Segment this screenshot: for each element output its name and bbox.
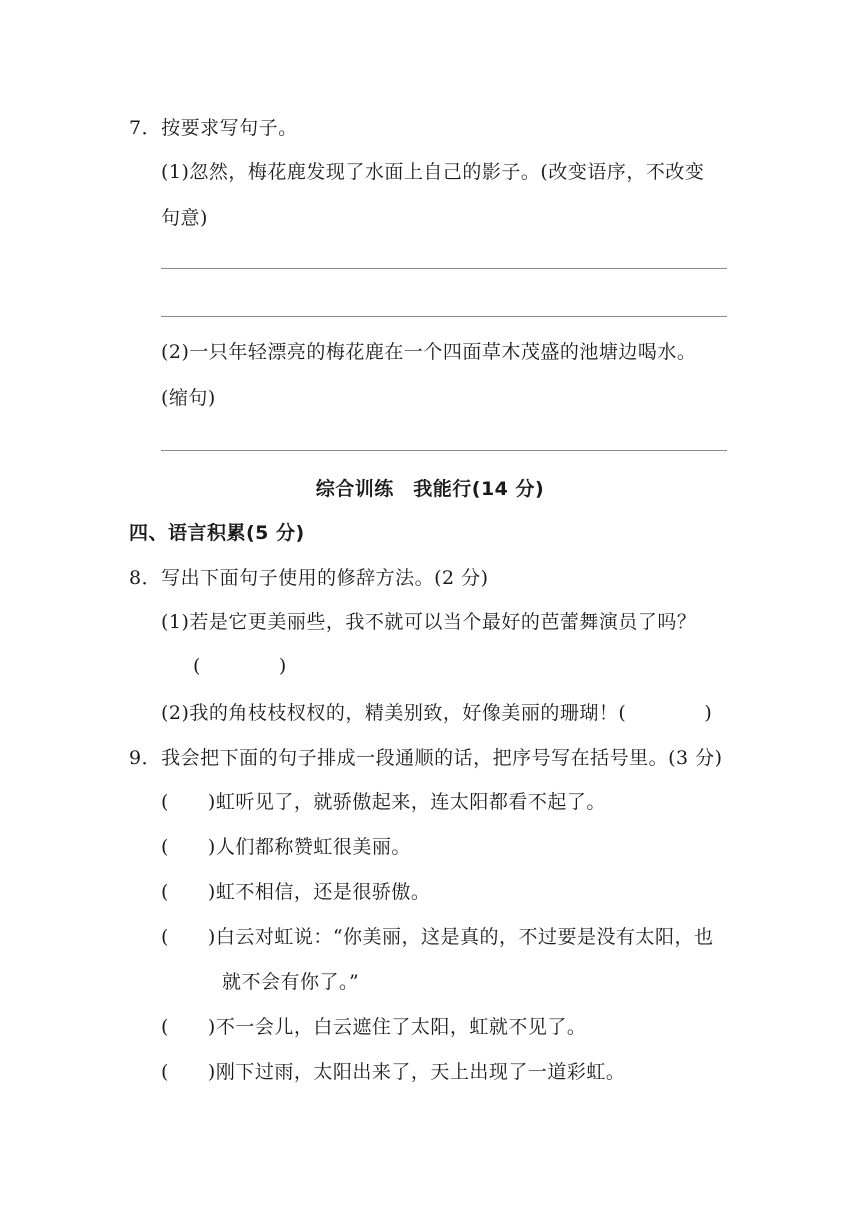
list-item [161, 1015, 586, 1039]
answer-line-3[interactable] [161, 450, 727, 451]
section-heading: 综合训练 我能行(14 分) [315, 478, 545, 500]
sentence-text: 白云对虹说：“你美丽，这是真的，不过要是没有太阳，也 [215, 926, 714, 948]
question-7-item-2-continuation: (缩句) [161, 387, 216, 409]
question-9-title: 9．我会把下面的句子排成一段通顺的话，把序号写在括号里。(3 分) [129, 747, 723, 769]
order-blank[interactable]: ( ) [161, 1061, 216, 1083]
part-4-heading: 四、语言积累(5 分) [129, 522, 305, 544]
question-8-item-2: (2)我的角枝枝杈杈的，精美别致，好像美丽的珊瑚！( ) [161, 702, 713, 724]
list-item [161, 925, 714, 949]
sentence-text: 虹听见了，就骄傲起来，连太阳都看不起了。 [215, 791, 606, 813]
list-item [161, 790, 606, 814]
question-7-item-1: (1)忽然，梅花鹿发现了水面上自己的影子。(改变语序，不改变 [161, 161, 705, 183]
question-8-title: 8．写出下面句子使用的修辞方法。(2 分) [129, 567, 489, 589]
sentence-text: 人们都称赞虹很美丽。 [215, 836, 411, 858]
list-item [161, 1060, 625, 1084]
order-blank[interactable]: ( ) [161, 836, 216, 858]
question-7-title: 7．按要求写句子。 [129, 117, 298, 139]
order-blank[interactable]: ( ) [161, 926, 216, 948]
question-7-item-2: (2)一只年轻漂亮的梅花鹿在一个四面草木茂盛的池塘边喝水。 [161, 341, 697, 363]
sentence-text: 虹不相信，还是很骄傲。 [215, 881, 431, 903]
question-8-item-1-answer-blank[interactable]: ( ) [193, 655, 287, 677]
order-blank[interactable]: ( ) [161, 881, 216, 903]
sentence-text: 不一会儿，白云遮住了太阳，虹就不见了。 [215, 1016, 587, 1038]
sentence-continuation: 就不会有你了。” [222, 971, 360, 993]
question-8-item-1: (1)若是它更美丽些，我不就可以当个最好的芭蕾舞演员了吗？ [161, 611, 697, 633]
list-item [161, 835, 411, 859]
sentence-text: 刚下过雨，太阳出来了，天上出现了一道彩虹。 [215, 1061, 626, 1083]
answer-line-1[interactable] [161, 268, 727, 269]
question-7-item-1-continuation: 句意) [161, 207, 208, 229]
order-blank[interactable]: ( ) [161, 791, 216, 813]
order-blank[interactable]: ( ) [161, 1016, 216, 1038]
answer-line-2[interactable] [161, 316, 727, 317]
list-item [161, 880, 430, 904]
